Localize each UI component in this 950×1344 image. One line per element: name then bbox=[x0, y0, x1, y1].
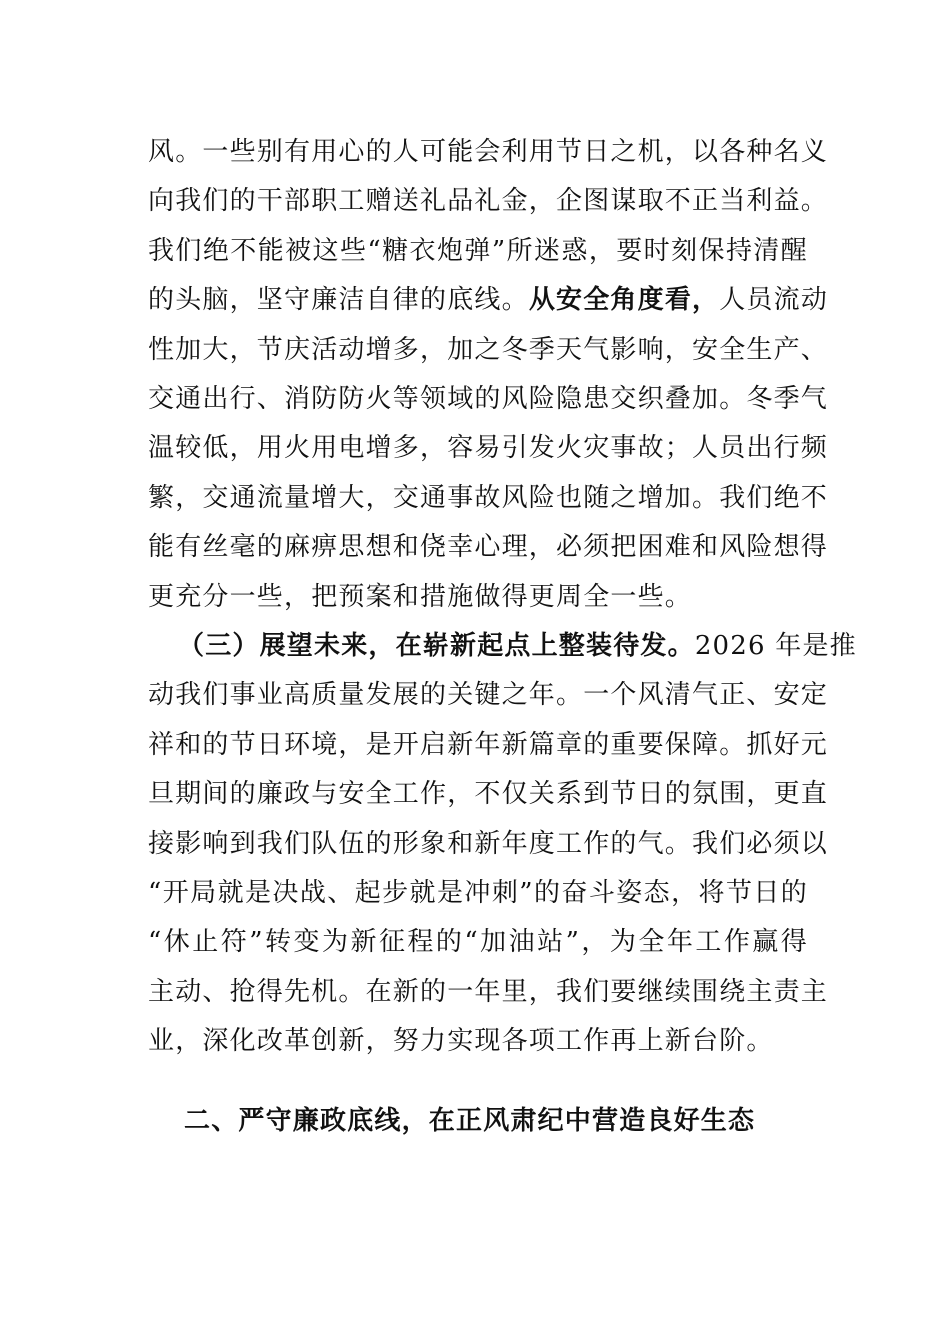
text-line: 性加大，节庆活动增多，加之冬季天气影响，安全生产、 bbox=[148, 334, 829, 365]
text-line: 风。一些别有用心的人可能会利用节日之机，以各种名义 bbox=[148, 137, 829, 167]
text-line: 能有丝毫的麻痹思想和侥幸心理，必须把困难和风险想得 bbox=[148, 532, 829, 563]
paragraph-safety bbox=[148, 128, 829, 622]
text-line: 业，深化改革创新，努力实现各项工作再上新台阶。 bbox=[148, 1026, 774, 1057]
text-line: 向我们的干部职工赠送礼品礼金，企图谋取不正当利益。 bbox=[148, 186, 829, 217]
text-line: 动我们事业高质量发展的关键之年。一个风清气正、安定 bbox=[148, 680, 829, 711]
text-span: 2026 年是推 bbox=[694, 631, 857, 661]
text-line: “休止符”转变为新征程的“加油站”，为全年工作赢得 bbox=[148, 927, 808, 958]
paragraph-outlook bbox=[148, 622, 857, 1067]
text-line: 交通出行、消防防火等领域的风险隐患交织叠加。冬季气 bbox=[148, 383, 829, 414]
subheading-three: （三）展望未来，在崭新起点上整装待发。 bbox=[178, 631, 695, 661]
section-heading-two: 二、严守廉政底线，在正风肃纪中营造良好生态 bbox=[184, 1106, 756, 1136]
text-line: 接影响到我们队伍的形象和新年度工作的气。我们必须以 bbox=[148, 828, 829, 859]
text-line: 祥和的节日环境，是开启新年新篇章的重要保障。抓好元 bbox=[148, 729, 829, 760]
text-line: 主动、抢得先机。在新的一年里，我们要继续围绕主责主 bbox=[148, 976, 829, 1007]
text-line: 更充分一些，把预案和措施做得更周全一些。 bbox=[148, 581, 693, 612]
text-line-mixed bbox=[148, 622, 857, 671]
text-line: 繁，交通流量增大，交通事故风险也随之增加。我们绝不 bbox=[148, 482, 829, 513]
text-line: 温较低，用火用电增多，容易引发火灾事故；人员出行频 bbox=[148, 433, 829, 464]
text-line-mixed bbox=[148, 276, 829, 325]
text-span: 人员流动 bbox=[719, 285, 829, 316]
bold-lead-phrase: 从安全角度看， bbox=[528, 285, 720, 316]
text-span: 的头脑，坚守廉洁自律的底线。 bbox=[148, 285, 529, 316]
text-line: 我们绝不能被这些“糖衣炮弹”所迷惑，要时刻保持清醒 bbox=[148, 235, 808, 266]
text-line: 旦期间的廉政与安全工作，不仅关系到节日的氛围，更直 bbox=[148, 779, 829, 810]
text-line: “开局就是决战、起步就是冲刺”的奋斗姿态，将节日的 bbox=[148, 877, 808, 908]
